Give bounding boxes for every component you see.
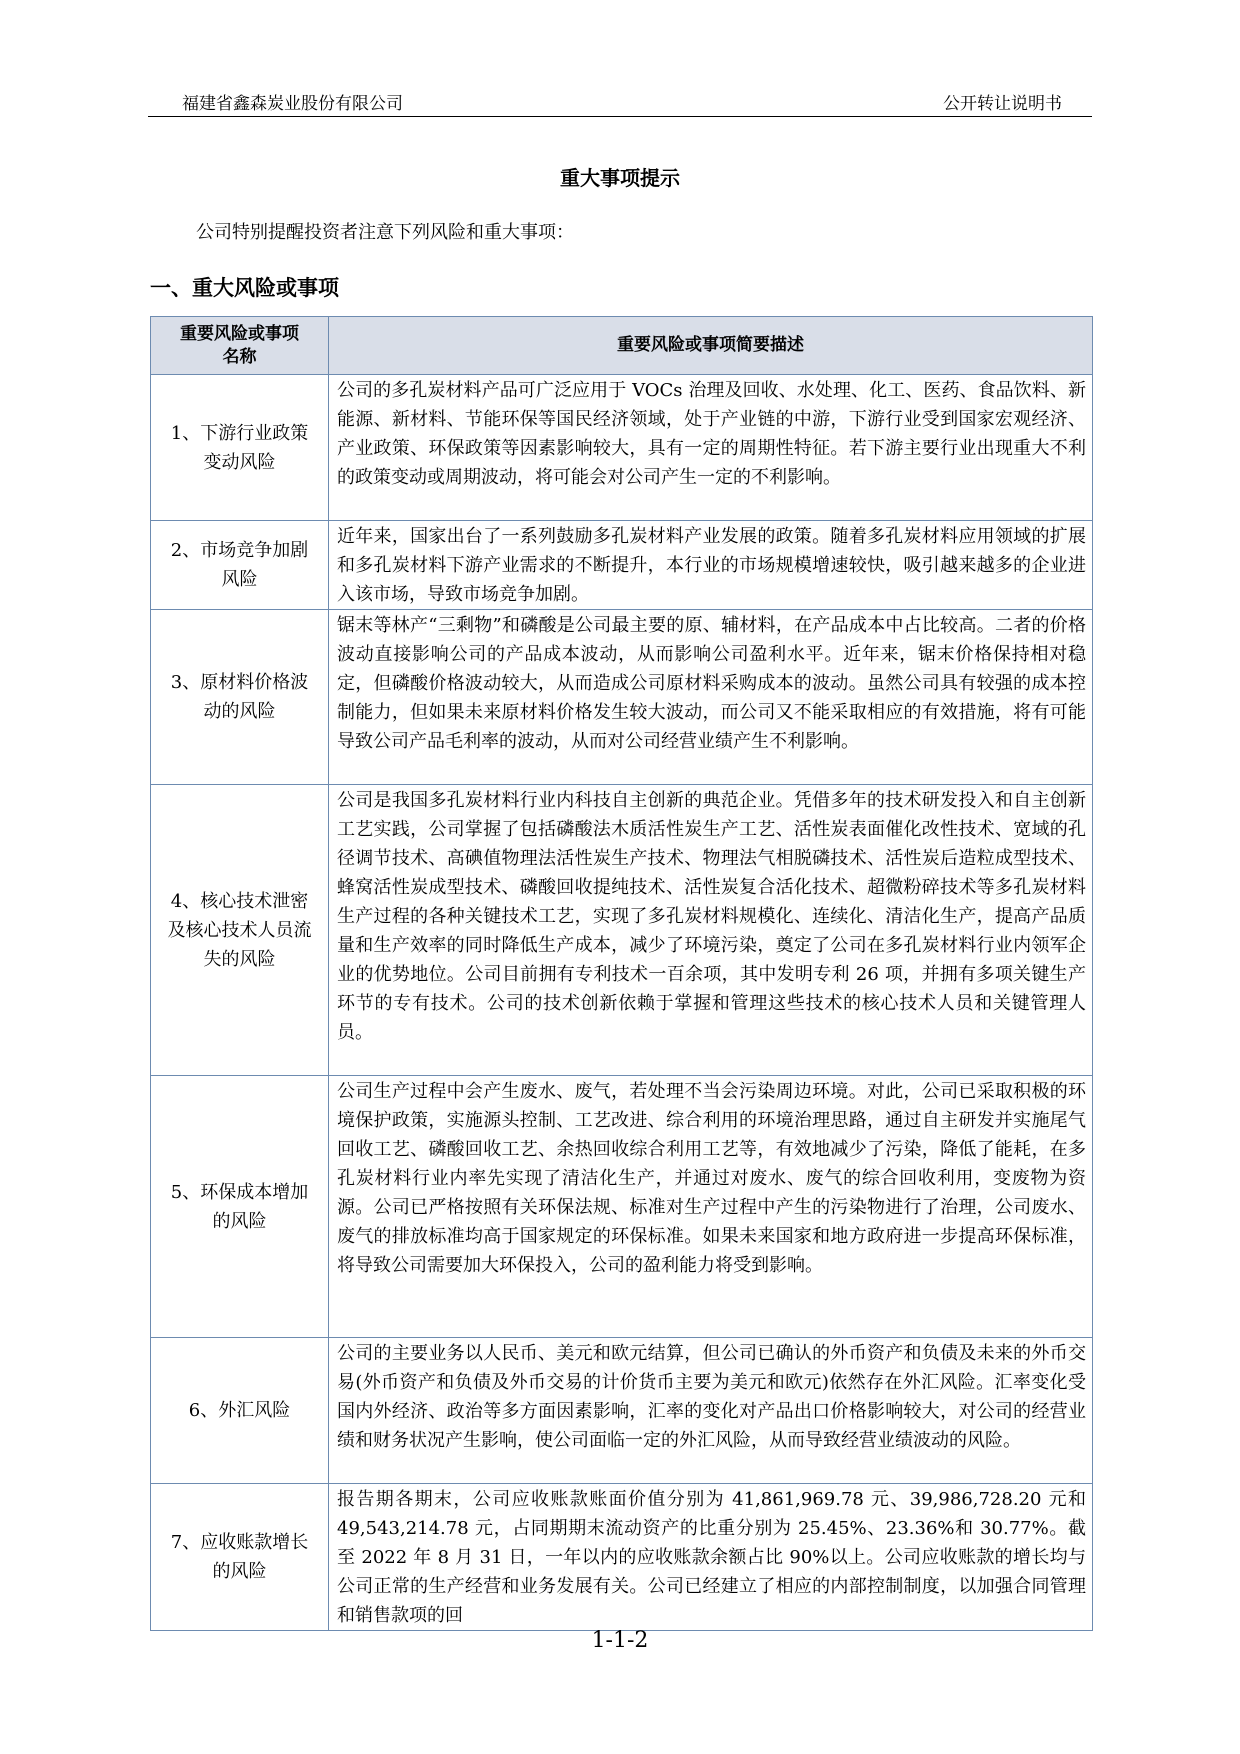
- table-row: [151, 1076, 1093, 1338]
- risk-description: 公司生产过程中会产生废水、废气，若处理不当会污染周边环境。对此，公司已采取积极的环境保护政策，实施源头控制、工艺改进、综合利用的环境治理思路，通过自主研发并实施尾气回收工艺、磷酸回收工艺、余热回收综合利用工艺等，有效地减少了污染，降低了能耗，在多孔炭材料行业内率先实现了清洁化生产，并通过对废水、废气的综合回收利用，变废物为资源。公司已严格按照有关环保法规、标准对生产过程中产生的污染物进行了治理，公司废水、废气的排放标准均高于国家规定的环保标准。如果未来国家和地方政府进一步提高环保标准，将导致公司需要加大环保投入，公司的盈利能力将受到影响。: [329, 1076, 1093, 1338]
- risk-description: 报告期各期末，公司应收账款账面价值分别为 41,861,969.78 元、39,986,728.20 元和 49,543,214.78 元，占同期期末流动资产的比重分别为 25.45%、23.36%和 30.77%。截至 2022 年 8 月 31 日，一年以内的应收账款余额占比 90%以上。公司应收账款的增长均与公司正常的生产经营和业务发展有关。公司已经建立了相应的内部控制制度，以加强合同管理和销售款项的回: [329, 1484, 1093, 1631]
- page-header: [148, 86, 1092, 117]
- intro-text: 公司特别提醒投资者注意下列风险和重大事项：: [196, 222, 574, 243]
- risk-table: [150, 316, 1093, 1631]
- risk-description: 公司是我国多孔炭材料行业内科技自主创新的典范企业。凭借多年的技术研发投入和自主创新工艺实践，公司掌握了包括磷酸法木质活性炭生产工艺、活性炭表面催化改性技术、宽域的孔径调节技术、高碘值物理法活性炭生产技术、物理法气相脱磷技术、活性炭后造粒成型技术、蜂窝活性炭成型技术、磷酸回收提纯技术、活性炭复合活化技术、超微粉碎技术等多孔炭材料生产过程的各种关键技术工艺，实现了多孔炭材料规模化、连续化、清洁化生产，提高产品质量和生产效率的同时降低生产成本，减少了环境污染，奠定了公司在多孔炭材料行业内领军企业的优势地位。公司目前拥有专利技术一百余项，其中发明专利 26 项，并拥有多项关键生产环节的专有技术。公司的技术创新依赖于掌握和管理这些技术的核心技术人员和关键管理人员。: [329, 785, 1093, 1076]
- header-risk-desc: 重要风险或事项简要描述: [329, 317, 1093, 375]
- risk-name: 2、市场竞争加剧风险: [151, 521, 329, 610]
- table-row: [151, 1338, 1093, 1484]
- section-heading: 一、重大风险或事项: [150, 276, 339, 300]
- table-row: [151, 1484, 1093, 1631]
- header-doc-type: 公开转让说明书: [943, 94, 1062, 114]
- risk-name: 1、下游行业政策变动风险: [151, 375, 329, 521]
- header-company: 福建省鑫森炭业股份有限公司: [182, 94, 403, 114]
- risk-description: 公司的主要业务以人民币、美元和欧元结算，但公司已确认的外币资产和负债及未来的外币交易(外币资产和负债及外币交易的计价货币主要为美元和欧元)依然存在外汇风险。汇率变化受国内外经济、政治等多方面因素影响，汇率的变化对产品出口价格影响较大，对公司的经营业绩和财务状况产生影响，使公司面临一定的外汇风险，从而导致经营业绩波动的风险。: [329, 1338, 1093, 1484]
- table-row: [151, 785, 1093, 1076]
- risk-name: 3、原材料价格波动的风险: [151, 610, 329, 785]
- table-header-row: [151, 317, 1093, 375]
- risk-name: 7、应收账款增长的风险: [151, 1484, 329, 1631]
- risk-name: 4、核心技术泄密及核心技术人员流失的风险: [151, 785, 329, 1076]
- table-row: [151, 375, 1093, 521]
- risk-description: 锯末等林产“三剩物”和磷酸是公司最主要的原、辅材料，在产品成本中占比较高。二者的价格波动直接影响公司的产品成本波动，从而影响公司盈利水平。近年来，锯末价格保持相对稳定，但磷酸价格波动较大，从而造成公司原材料采购成本的波动。虽然公司具有较强的成本控制能力，但如果未来原材料价格发生较大波动，而公司又不能采取相应的有效措施，将有可能导致公司产品毛利率的波动，从而对公司经营业绩产生不利影响。: [329, 610, 1093, 785]
- risk-description: 近年来，国家出台了一系列鼓励多孔炭材料产业发展的政策。随着多孔炭材料应用领域的扩展和多孔炭材料下游产业需求的不断提升，本行业的市场规模增速较快，吸引越来越多的企业进入该市场，导致市场竞争加剧。: [329, 521, 1093, 610]
- page-title: 重大事项提示: [560, 166, 680, 190]
- risk-name: 6、外汇风险: [151, 1338, 329, 1484]
- table-row: [151, 521, 1093, 610]
- header-risk-name: 重要风险或事项名称: [151, 317, 329, 375]
- risk-description: 公司的多孔炭材料产品可广泛应用于 VOCs 治理及回收、水处理、化工、医药、食品饮料、新能源、新材料、节能环保等国民经济领域，处于产业链的中游，下游行业受到国家宏观经济、产业政策、环保政策等因素影响较大，具有一定的周期性特征。若下游主要行业出现重大不利的政策变动或周期波动，将可能会对公司产生一定的不利影响。: [329, 375, 1093, 521]
- page-number: 1-1-2: [591, 1628, 649, 1653]
- table-row: [151, 610, 1093, 785]
- risk-name: 5、环保成本增加的风险: [151, 1076, 329, 1338]
